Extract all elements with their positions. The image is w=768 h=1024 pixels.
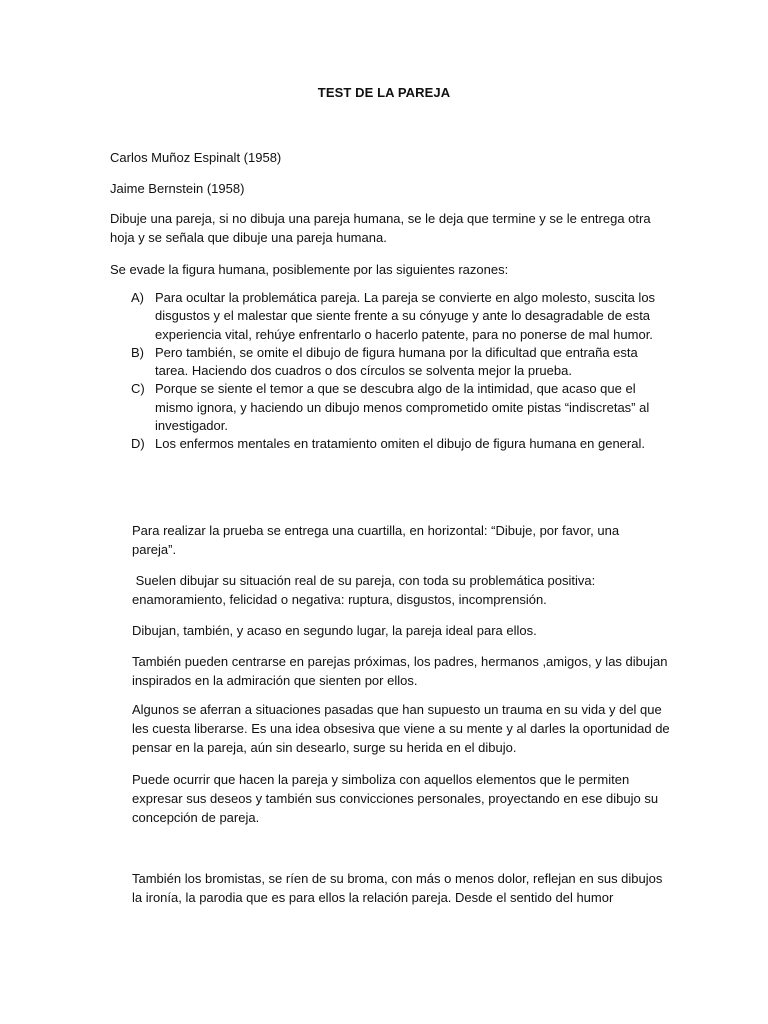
list-item xyxy=(131,435,671,453)
author-line-2: Jaime Bernstein (1958) xyxy=(110,181,245,196)
body-paragraph: También pueden centrarse en parejas próximas, los padres, hermanos ,amigos, y las dibujan inspirados en la admiración que sienten por ellos. xyxy=(132,654,668,688)
list-item xyxy=(131,289,671,344)
list-item xyxy=(131,380,671,435)
body-paragraph: Para realizar la prueba se entrega una cuartilla, en horizontal: “Dibuje, por favor, una pareja”. xyxy=(132,523,620,557)
body-paragraph: Suelen dibujar su situación real de su pareja, con toda su problemática positiva: enamoramiento, felicidad o negativa: ruptura, disgustos, incomprensión. xyxy=(132,573,599,607)
list-marker: B) xyxy=(131,344,144,360)
document-title: TEST DE LA PAREJA xyxy=(317,85,451,100)
body-paragraph: Dibujan, también, y acaso en segundo lugar, la pareja ideal para ellos. xyxy=(132,623,537,638)
list-item-text: Para ocultar la problemática pareja. La pareja se convierte en algo molesto, suscita los disgustos y el malestar que siente frente a su cónyuge y ante lo desagradable de esta experiencia vital, rehúye enfrentarlo o hacerlo patente, para no ponerse de mal humor. xyxy=(155,290,656,342)
list-marker: D) xyxy=(131,436,145,452)
list-item-text: Pero también, se omite el dibujo de figura humana por la dificultad que entraña esta tarea. Haciendo dos cuadros o dos círculos se solventa mejor la prueba. xyxy=(155,344,638,379)
author-line-1: Carlos Muñoz Espinalt (1958) xyxy=(110,150,282,165)
list-item xyxy=(131,344,671,381)
list-marker: A) xyxy=(131,290,144,305)
list-item-text: Porque se siente el temor a que se descubra algo de la intimidad, que acaso que el mismo ignora, y haciendo un dibujo menos comprometido omite pistas “indiscretas” al investigador. xyxy=(155,381,650,434)
reasons-lead: Se evade la figura humana, posiblemente por las siguientes razones: xyxy=(110,262,509,277)
list-marker: C) xyxy=(131,381,145,397)
intro-paragraph: Dibuje una pareja, si no dibuja una pareja humana, se le deja que termine y se le entrega otra hoja y se señala que dibuje una pareja humana. xyxy=(110,211,651,245)
body-paragraph: Algunos se aferran a situaciones pasadas que han supuesto un trauma en su vida y del que les cuesta liberarse. Es una idea obsesiva que viene a su mente y al darles la oportunidad de pensar en la pareja, aún sin desearlo, surge su herida en el dibujo. xyxy=(132,702,670,755)
body-paragraph: También los bromistas, se ríen de su broma, con más o menos dolor, reflejan en sus dibujos la ironía, la parodia que es para ellos la relación pareja. Desde el sentido del humor xyxy=(132,871,663,905)
list-item-text: Los enfermos mentales en tratamiento omiten el dibujo de figura humana en general. xyxy=(155,436,645,452)
body-paragraph: Puede ocurrir que hacen la pareja y simboliza con aquellos elementos que le permiten expresar sus deseos y también sus convicciones personales, proyectando en ese dibujo su concepción de pareja. xyxy=(132,772,659,825)
reasons-list xyxy=(131,289,671,454)
